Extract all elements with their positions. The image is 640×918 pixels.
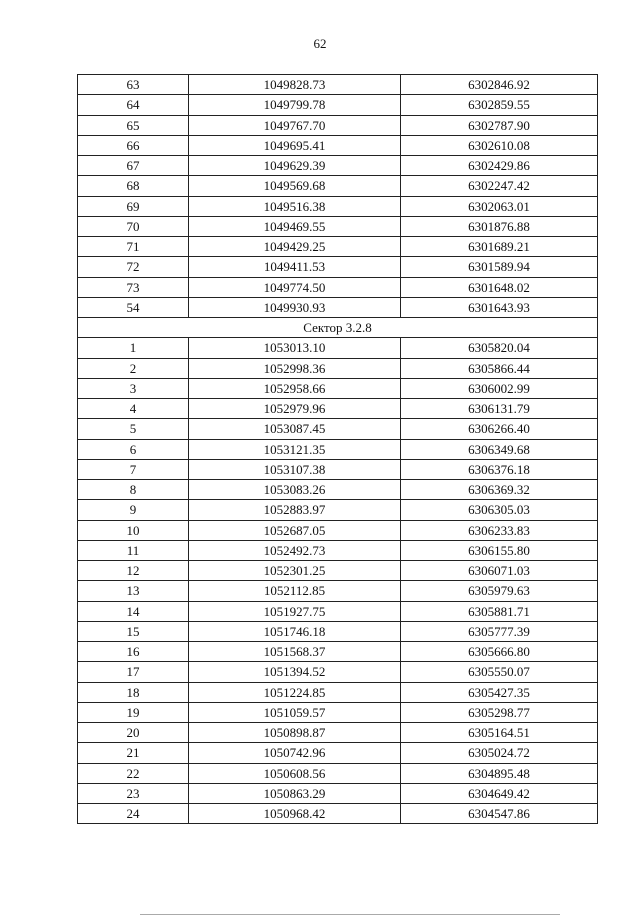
table-row <box>78 581 598 601</box>
sector-header-group <box>78 318 598 338</box>
y-coordinate-cell: 6306305.03 <box>401 500 598 520</box>
y-coordinate-cell: 6305550.07 <box>401 662 598 682</box>
x-coordinate-cell: 1050968.42 <box>189 804 401 824</box>
point-number-cell: 14 <box>78 601 189 621</box>
x-coordinate-cell: 1050608.56 <box>189 763 401 783</box>
x-coordinate-cell: 1049516.38 <box>189 196 401 216</box>
x-coordinate-cell: 1051568.37 <box>189 642 401 662</box>
y-coordinate-cell: 6305820.04 <box>401 338 598 358</box>
y-coordinate-cell: 6302247.42 <box>401 176 598 196</box>
x-coordinate-cell: 1050742.96 <box>189 743 401 763</box>
table-row <box>78 662 598 682</box>
x-coordinate-cell: 1049930.93 <box>189 297 401 317</box>
y-coordinate-cell: 6306071.03 <box>401 561 598 581</box>
y-coordinate-cell: 6301689.21 <box>401 237 598 257</box>
y-coordinate-cell: 6301589.94 <box>401 257 598 277</box>
y-coordinate-cell: 6304547.86 <box>401 804 598 824</box>
y-coordinate-cell: 6302063.01 <box>401 196 598 216</box>
point-number-cell: 10 <box>78 520 189 540</box>
table-row <box>78 176 598 196</box>
table-row <box>78 439 598 459</box>
x-coordinate-cell: 1051746.18 <box>189 621 401 641</box>
point-number-cell: 15 <box>78 621 189 641</box>
point-number-cell: 8 <box>78 480 189 500</box>
table-row <box>78 702 598 722</box>
y-coordinate-cell: 6306155.80 <box>401 540 598 560</box>
point-number-cell: 70 <box>78 216 189 236</box>
point-number-cell: 6 <box>78 439 189 459</box>
y-coordinate-cell: 6305979.63 <box>401 581 598 601</box>
x-coordinate-cell: 1052979.96 <box>189 399 401 419</box>
table-row <box>78 297 598 317</box>
point-number-cell: 2 <box>78 358 189 378</box>
point-number-cell: 68 <box>78 176 189 196</box>
y-coordinate-cell: 6305427.35 <box>401 682 598 702</box>
y-coordinate-cell: 6305881.71 <box>401 601 598 621</box>
x-coordinate-cell: 1049774.50 <box>189 277 401 297</box>
table-row <box>78 540 598 560</box>
table-row <box>78 156 598 176</box>
point-number-cell: 17 <box>78 662 189 682</box>
point-number-cell: 71 <box>78 237 189 257</box>
y-coordinate-cell: 6305866.44 <box>401 358 598 378</box>
y-coordinate-cell: 6306233.83 <box>401 520 598 540</box>
y-coordinate-cell: 6306376.18 <box>401 459 598 479</box>
x-coordinate-cell: 1049629.39 <box>189 156 401 176</box>
sector-title: Сектор 3.2.8 <box>78 318 598 338</box>
point-number-cell: 66 <box>78 135 189 155</box>
table-row <box>78 459 598 479</box>
table-row <box>78 196 598 216</box>
page-bottom-rule <box>140 914 560 915</box>
point-number-cell: 3 <box>78 378 189 398</box>
x-coordinate-cell: 1053107.38 <box>189 459 401 479</box>
table-row <box>78 743 598 763</box>
y-coordinate-cell: 6302859.55 <box>401 95 598 115</box>
x-coordinate-cell: 1052883.97 <box>189 500 401 520</box>
table-row <box>78 75 598 95</box>
x-coordinate-cell: 1052998.36 <box>189 358 401 378</box>
y-coordinate-cell: 6305298.77 <box>401 702 598 722</box>
y-coordinate-cell: 6306131.79 <box>401 399 598 419</box>
x-coordinate-cell: 1049695.41 <box>189 135 401 155</box>
y-coordinate-cell: 6302429.86 <box>401 156 598 176</box>
x-coordinate-cell: 1052301.25 <box>189 561 401 581</box>
table-row <box>78 621 598 641</box>
point-number-cell: 67 <box>78 156 189 176</box>
table-row <box>78 682 598 702</box>
point-number-cell: 5 <box>78 419 189 439</box>
table-row <box>78 338 598 358</box>
x-coordinate-cell: 1051224.85 <box>189 682 401 702</box>
table-row <box>78 723 598 743</box>
point-number-cell: 54 <box>78 297 189 317</box>
y-coordinate-cell: 6305164.51 <box>401 723 598 743</box>
x-coordinate-cell: 1049411.53 <box>189 257 401 277</box>
x-coordinate-cell: 1053083.26 <box>189 480 401 500</box>
table-row <box>78 257 598 277</box>
x-coordinate-cell: 1049429.25 <box>189 237 401 257</box>
x-coordinate-cell: 1051394.52 <box>189 662 401 682</box>
x-coordinate-cell: 1050863.29 <box>189 783 401 803</box>
y-coordinate-cell: 6306002.99 <box>401 378 598 398</box>
point-number-cell: 63 <box>78 75 189 95</box>
x-coordinate-cell: 1049799.78 <box>189 95 401 115</box>
y-coordinate-cell: 6302846.92 <box>401 75 598 95</box>
point-number-cell: 7 <box>78 459 189 479</box>
point-number-cell: 24 <box>78 804 189 824</box>
y-coordinate-cell: 6304895.48 <box>401 763 598 783</box>
y-coordinate-cell: 6304649.42 <box>401 783 598 803</box>
table-body-sector-3-2-8 <box>78 338 598 824</box>
point-number-cell: 16 <box>78 642 189 662</box>
y-coordinate-cell: 6306266.40 <box>401 419 598 439</box>
point-number-cell: 21 <box>78 743 189 763</box>
point-number-cell: 73 <box>78 277 189 297</box>
table-row <box>78 358 598 378</box>
table-row <box>78 378 598 398</box>
x-coordinate-cell: 1051927.75 <box>189 601 401 621</box>
table-row <box>78 520 598 540</box>
table-row <box>78 277 598 297</box>
table-row <box>78 561 598 581</box>
table-row <box>78 804 598 824</box>
x-coordinate-cell: 1053121.35 <box>189 439 401 459</box>
point-number-cell: 13 <box>78 581 189 601</box>
x-coordinate-cell: 1052687.05 <box>189 520 401 540</box>
y-coordinate-cell: 6305024.72 <box>401 743 598 763</box>
y-coordinate-cell: 6301643.93 <box>401 297 598 317</box>
x-coordinate-cell: 1052112.85 <box>189 581 401 601</box>
y-coordinate-cell: 6306369.32 <box>401 480 598 500</box>
y-coordinate-cell: 6301648.02 <box>401 277 598 297</box>
point-number-cell: 9 <box>78 500 189 520</box>
y-coordinate-cell: 6302610.08 <box>401 135 598 155</box>
point-number-cell: 12 <box>78 561 189 581</box>
x-coordinate-cell: 1049767.70 <box>189 115 401 135</box>
x-coordinate-cell: 1053087.45 <box>189 419 401 439</box>
y-coordinate-cell: 6305666.80 <box>401 642 598 662</box>
x-coordinate-cell: 1050898.87 <box>189 723 401 743</box>
table-row <box>78 95 598 115</box>
point-number-cell: 65 <box>78 115 189 135</box>
sector-header-row <box>78 318 598 338</box>
table-row <box>78 135 598 155</box>
y-coordinate-cell: 6302787.90 <box>401 115 598 135</box>
x-coordinate-cell: 1052492.73 <box>189 540 401 560</box>
point-number-cell: 1 <box>78 338 189 358</box>
x-coordinate-cell: 1053013.10 <box>189 338 401 358</box>
table-row <box>78 601 598 621</box>
point-number-cell: 19 <box>78 702 189 722</box>
point-number-cell: 22 <box>78 763 189 783</box>
x-coordinate-cell: 1052958.66 <box>189 378 401 398</box>
y-coordinate-cell: 6301876.88 <box>401 216 598 236</box>
table-row <box>78 419 598 439</box>
point-number-cell: 64 <box>78 95 189 115</box>
point-number-cell: 72 <box>78 257 189 277</box>
table-row <box>78 642 598 662</box>
table-row <box>78 399 598 419</box>
x-coordinate-cell: 1049569.68 <box>189 176 401 196</box>
y-coordinate-cell: 6306349.68 <box>401 439 598 459</box>
table-row <box>78 500 598 520</box>
point-number-cell: 23 <box>78 783 189 803</box>
table-row <box>78 237 598 257</box>
table-body-previous-sector <box>78 75 598 318</box>
x-coordinate-cell: 1049828.73 <box>189 75 401 95</box>
point-number-cell: 11 <box>78 540 189 560</box>
table-row <box>78 216 598 236</box>
coordinates-table <box>77 74 598 824</box>
page-number: 62 <box>313 36 327 51</box>
table-row <box>78 115 598 135</box>
table-row <box>78 763 598 783</box>
point-number-cell: 20 <box>78 723 189 743</box>
table-row <box>78 480 598 500</box>
point-number-cell: 69 <box>78 196 189 216</box>
y-coordinate-cell: 6305777.39 <box>401 621 598 641</box>
point-number-cell: 18 <box>78 682 189 702</box>
table-row <box>78 783 598 803</box>
point-number-cell: 4 <box>78 399 189 419</box>
x-coordinate-cell: 1051059.57 <box>189 702 401 722</box>
x-coordinate-cell: 1049469.55 <box>189 216 401 236</box>
